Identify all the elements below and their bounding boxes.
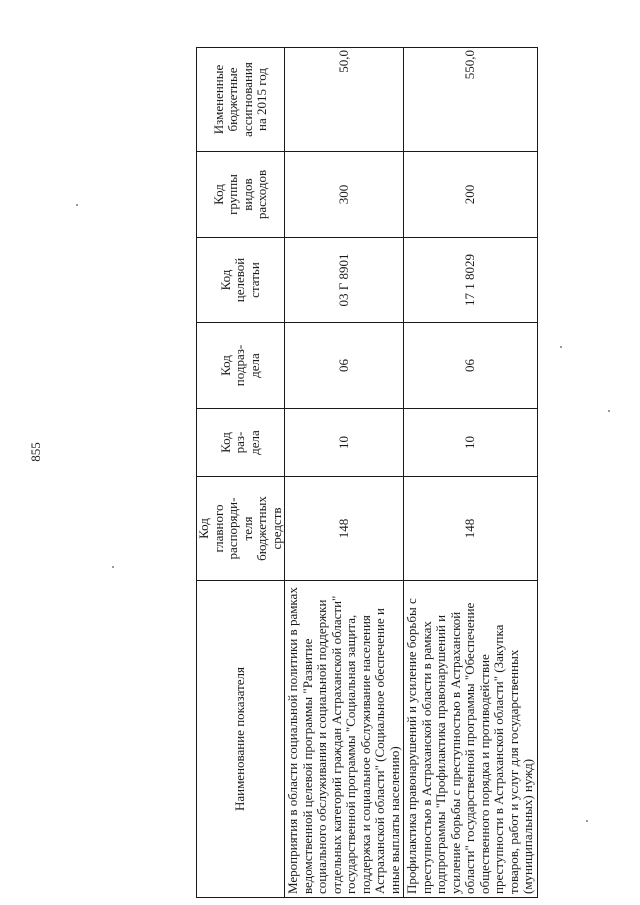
row-expense-group-code: 300: [285, 152, 404, 238]
row-section-code: 10: [285, 409, 404, 477]
table-row: [285, 48, 404, 898]
header-target-article-code: Код целевой статьи: [197, 238, 285, 323]
row-subsection-code: 06: [404, 323, 538, 409]
header-section-code: Код раз- дела: [197, 409, 285, 477]
row-indicator-name: Мероприятия в области социальной политики в рамках ведомственной целевой программы "Развитие социального обслуживания и социальной поддержки отдельных категорий граждан Астраханской области" государственной программы "Социальная защита, поддержка и социальное обслуживание населения Астраханской области" (Социальное обеспечение и иные выплаты населению): [285, 581, 404, 898]
row-indicator-name: Профилактика правонарушений и усиление борьбы с преступностью в Астраханской области в рамках подпрограммы "Профилактика правонарушений и усиление борьбы с преступностью в Астраханской области" государственной программы "Обеспечение общественного порядка и противодействие преступности в Астраханской области" (Закупка товаров, работ и услуг для государственных (муниципальных) нужд): [404, 581, 538, 898]
scan-speck: [112, 566, 114, 568]
scan-speck: [608, 410, 610, 412]
table-row: [404, 48, 538, 898]
scan-speck: [560, 346, 562, 348]
header-main-manager-code: Код главного распоряди- теля бюджетных средств: [197, 477, 285, 581]
table-header-row: [197, 48, 285, 898]
row-subsection-code: 06: [285, 323, 404, 409]
row-target-article-code: 03 Г 8901: [285, 238, 404, 323]
budget-allocation-table: [196, 47, 538, 898]
header-subsection-code: Код подраз- дела: [197, 323, 285, 409]
budget-table-rotated: [196, 48, 535, 898]
row-section-code: 10: [404, 409, 538, 477]
row-budget-amount: 50,0: [285, 48, 404, 152]
row-expense-group-code: 200: [404, 152, 538, 238]
row-budget-amount: 550,0: [404, 48, 538, 152]
row-main-manager-code: 148: [285, 477, 404, 581]
row-main-manager-code: 148: [404, 477, 538, 581]
header-indicator-name: Наименование показателя: [197, 581, 285, 898]
scan-speck: [76, 204, 78, 206]
header-expense-group-code: Код группы видов расходов: [197, 152, 285, 238]
header-budget-allocation-2015: Измененные бюджетные ассигнования на 2015 год: [197, 48, 285, 152]
page-number: 855: [28, 442, 43, 462]
scan-speck: [586, 820, 588, 822]
row-target-article-code: 17 1 8029: [404, 238, 538, 323]
